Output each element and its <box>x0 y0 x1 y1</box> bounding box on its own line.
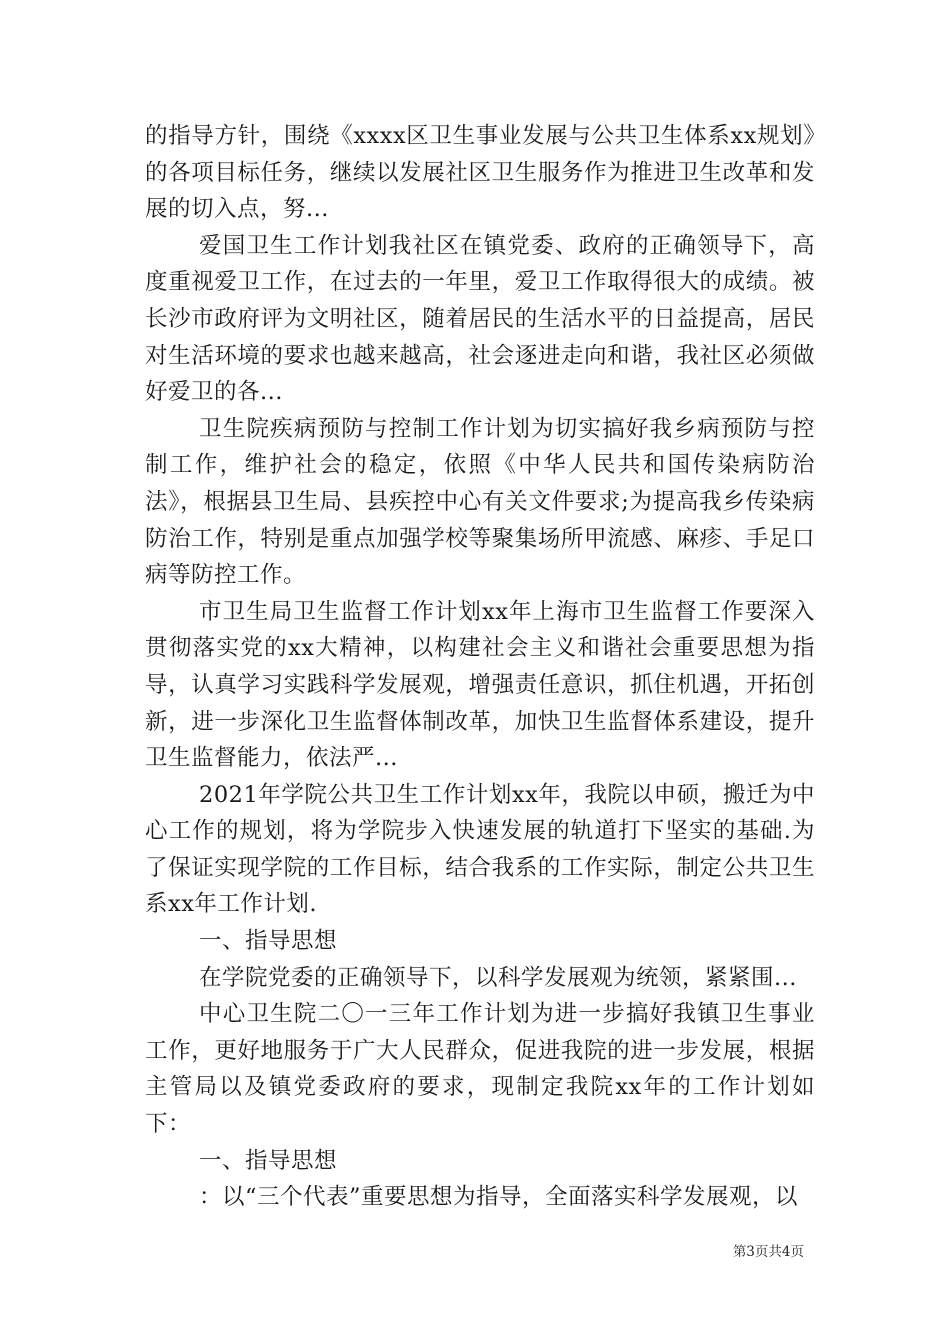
paragraph-college-public-health-plan: 2021年学院公共卫生工作计划xx年，我院以申硕，搬迁为中心工作的规划，将为学院步入快速发展的轨道打下坚实的基础.为了保证实现学院的工作目标，结合我系的工作实际，制定公共卫生系xx年工作计划. <box>145 781 815 918</box>
paragraph-central-hospital-plan: 中心卫生院二〇一三年工作计划为进一步搞好我镇卫生事业工作，更好地服务于广大人民群众，促进我院的进一步发展，根据主管局以及镇党委政府的要求，现制定我院xx年的工作计划如下： <box>145 1001 815 1138</box>
paragraph-guiding-ideology-text: 在学院党委的正确领导下，以科学发展观为统领，紧紧围... <box>199 964 797 991</box>
paragraph-three-represents: ：以“三个代表”重要思想为指导，全面落实科学发展观，以 <box>199 1184 799 1211</box>
document-body <box>145 118 815 1216</box>
paragraph-disease-prevention-plan: 卫生院疾病预防与控制工作计划为切实搞好我乡病预防与控制工作，维护社会的稳定，依照《中华人民共和国传染病防治法》，根据县卫生局、县疾控中心有关文件要求;为提高我乡传染病防治工作，特别是重点加强学校等聚集场所甲流感、麻疹、手足口病等防控工作。 <box>145 415 815 589</box>
paragraph-patriotic-health-plan: 爱国卫生工作计划我社区在镇党委、政府的正确领导下，高度重视爱卫工作，在过去的一年里，爱卫工作取得很大的成绩。被长沙市政府评为文明社区，随着居民的生活水平的日益提高，居民对生活环境的要求也越来越高，社会逐进走向和谐，我社区必须做好爱卫的各... <box>145 232 815 406</box>
page-number-footer: 第3页共4页 <box>732 1244 804 1260</box>
paragraph-continuation: 的指导方针，围绕《xxxx区卫生事业发展与公共卫生体系xx规划》的各项目标任务，继续以发展社区卫生服务作为推进卫生改革和发展的切入点，努... <box>145 123 815 223</box>
paragraph-health-supervision-plan: 市卫生局卫生监督工作计划xx年上海市卫生监督工作要深入贯彻落实党的xx大精神，以构建社会主义和谐社会重要思想为指导，认真学习实践科学发展观，增强责任意识，抓住机遇，开拓创新，进一步深化卫生监督体制改革，加快卫生监督体系建设，提升卫生监督能力，依法严... <box>145 598 815 772</box>
section-heading-guiding-ideology: 一、指导思想 <box>199 928 338 955</box>
section-heading-guiding-ideology-2: 一、指导思想 <box>199 1147 338 1174</box>
